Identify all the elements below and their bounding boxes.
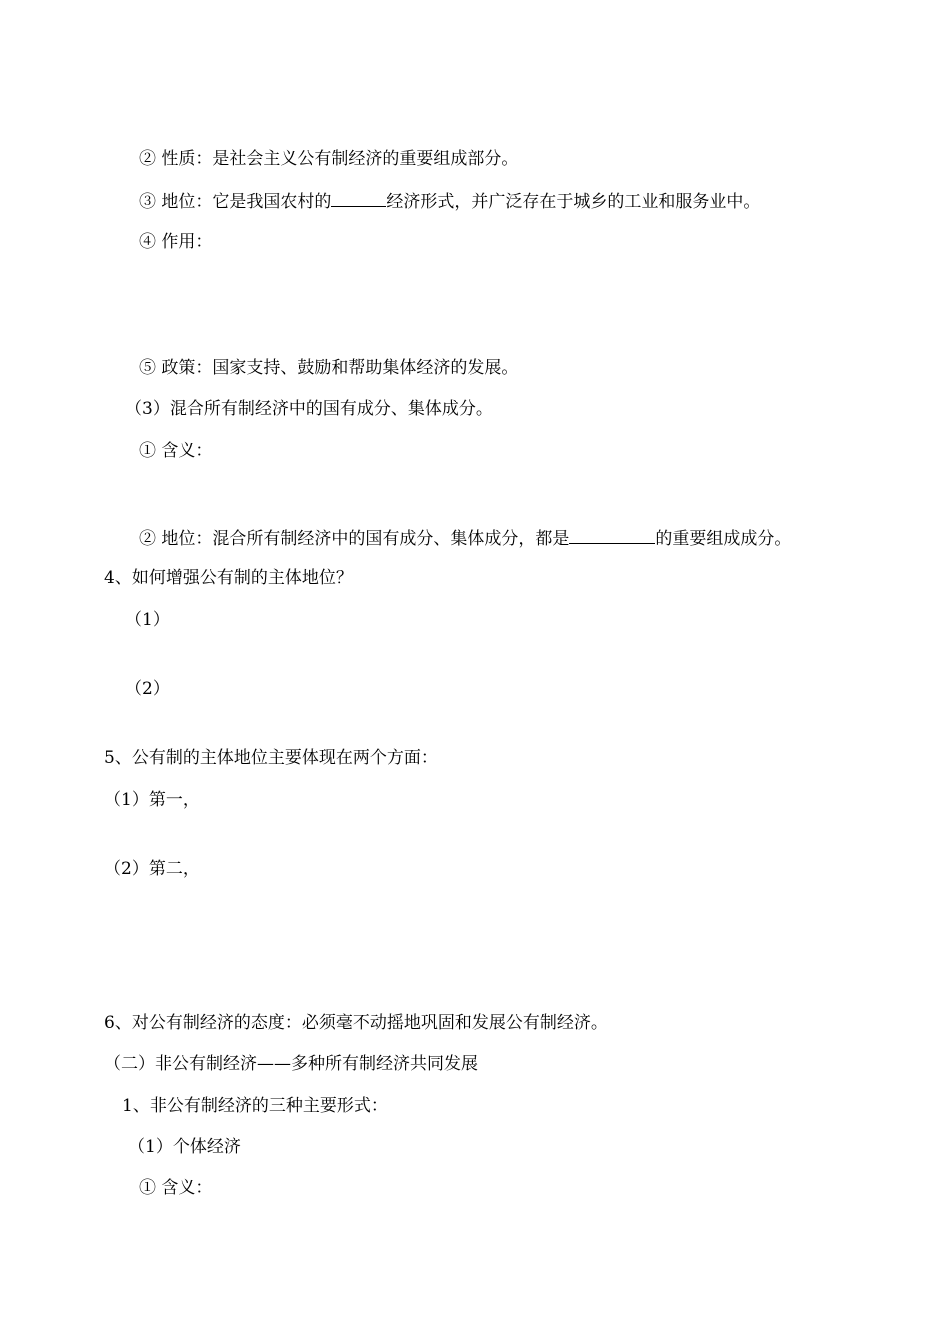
item-mixed-status xyxy=(139,526,791,550)
question-6: 6、对公有制经济的态度：必须毫不动摇地巩固和发展公有制经济。 xyxy=(104,1013,608,1033)
item-nature: ② 性质：是社会主义公有制经济的重要组成部分。 xyxy=(139,149,519,169)
status-text-before: ③ 地位：它是我国农村的 xyxy=(139,192,332,212)
question-5: 5、公有制的主体地位主要体现在两个方面： xyxy=(104,748,438,768)
item-meaning: ① 含义： xyxy=(139,441,213,461)
status-text-after: 经济形式，并广泛存在于城乡的工业和服务业中。 xyxy=(386,192,761,212)
item-status xyxy=(139,189,760,213)
subsection-three-forms: 1、非公有制经济的三种主要形式： xyxy=(122,1096,388,1116)
item-individual-economy: （1）个体经济 xyxy=(128,1137,241,1157)
aspect-second: （2）第二， xyxy=(104,859,200,879)
mixed-status-text-before: ② 地位：混合所有制经济中的国有成分、集体成分，都是 xyxy=(139,529,570,549)
item-individual-meaning: ① 含义： xyxy=(139,1178,213,1198)
section-non-public: （二）非公有制经济——多种所有制经济共同发展 xyxy=(104,1054,478,1074)
mixed-status-text-after: 的重要组成成分。 xyxy=(655,529,792,549)
fill-blank[interactable] xyxy=(331,189,386,207)
answer-item-2: （2） xyxy=(125,679,170,699)
item-role: ④ 作用： xyxy=(139,232,213,252)
question-4: 4、如何增强公有制的主体地位？ xyxy=(104,568,353,588)
section-mixed-ownership: （3）混合所有制经济中的国有成分、集体成分。 xyxy=(125,399,493,419)
answer-item-1: （1） xyxy=(125,610,170,630)
fill-blank[interactable] xyxy=(569,526,655,544)
aspect-first: （1）第一， xyxy=(104,790,200,810)
item-policy: ⑤ 政策：国家支持、鼓励和帮助集体经济的发展。 xyxy=(139,358,519,378)
